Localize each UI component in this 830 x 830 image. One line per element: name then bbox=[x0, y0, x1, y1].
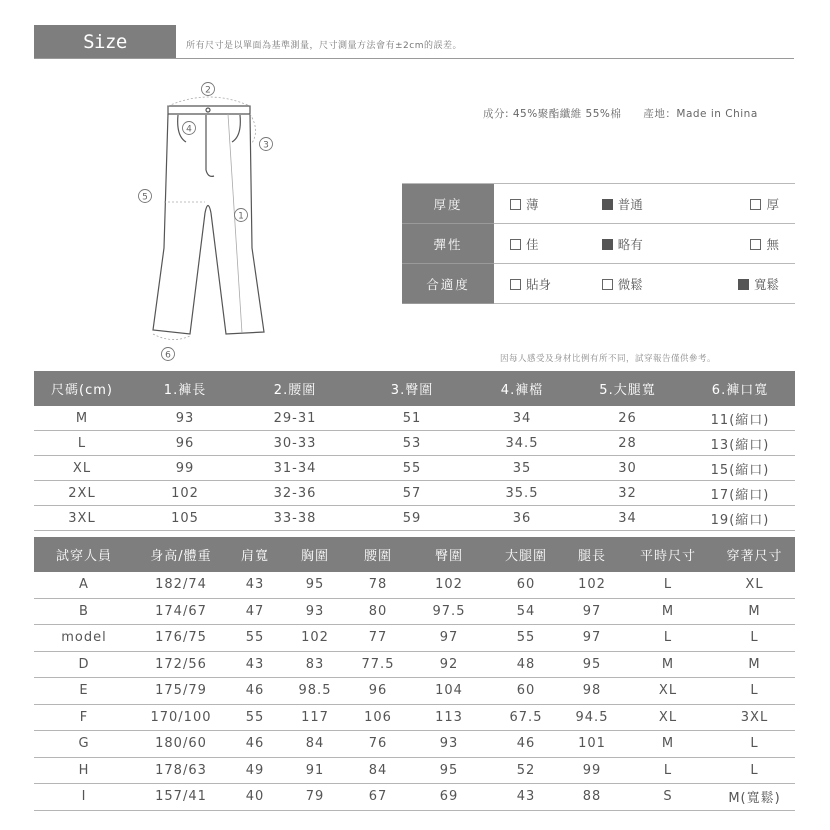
table-cell: M bbox=[622, 731, 714, 758]
table-cell: 97.5 bbox=[408, 598, 490, 625]
table-cell: 2XL bbox=[34, 481, 130, 506]
table-cell: 84 bbox=[348, 757, 408, 784]
table-cell: 170/100 bbox=[134, 704, 228, 731]
checkbox-icon bbox=[750, 199, 761, 210]
measurement-note: 所有尺寸是以單面為基準測量，尺寸測量方法會有±2cm的誤差。 bbox=[186, 41, 462, 51]
table-cell: 178/63 bbox=[134, 757, 228, 784]
table-cell: 30 bbox=[570, 456, 685, 481]
option-thin: 薄 bbox=[494, 184, 586, 224]
table-cell: 52 bbox=[490, 757, 562, 784]
table-cell: L bbox=[714, 731, 795, 758]
table-cell: 57 bbox=[350, 481, 474, 506]
table-cell: B bbox=[34, 598, 134, 625]
table-cell: model bbox=[34, 625, 134, 652]
table-cell: 33-38 bbox=[240, 506, 350, 531]
fit-note: 因每人感受及身材比例有所不同，試穿報告僅供參考。 bbox=[500, 354, 717, 364]
marker-5 bbox=[139, 190, 152, 203]
size-info-title: Size Information bbox=[34, 25, 176, 59]
table-cell: XL bbox=[622, 678, 714, 705]
table-cell: 46 bbox=[490, 731, 562, 758]
table-cell: 19(縮口) bbox=[685, 506, 795, 531]
option-none: 無 bbox=[678, 224, 796, 264]
table-cell: 176/75 bbox=[134, 625, 228, 652]
size-row bbox=[34, 406, 795, 431]
table-cell: 60 bbox=[490, 572, 562, 598]
option-good: 佳 bbox=[494, 224, 586, 264]
table-cell: 99 bbox=[130, 456, 240, 481]
table-cell: 47 bbox=[228, 598, 282, 625]
table-cell: 83 bbox=[282, 651, 348, 678]
svg-text:2: 2 bbox=[205, 85, 211, 96]
table-cell: 101 bbox=[562, 731, 622, 758]
table-cell: XL bbox=[714, 572, 795, 598]
option-slight: 略有 bbox=[586, 224, 678, 264]
table-cell: 157/41 bbox=[134, 784, 228, 811]
feature-row-fit bbox=[402, 264, 795, 304]
table-cell: M bbox=[714, 598, 795, 625]
table-cell: 98.5 bbox=[282, 678, 348, 705]
table-cell: 104 bbox=[408, 678, 490, 705]
table-cell: 67 bbox=[348, 784, 408, 811]
option-slightly-loose: 微鬆 bbox=[586, 264, 678, 304]
table-cell: 55 bbox=[228, 704, 282, 731]
checkbox-icon bbox=[510, 279, 521, 290]
table-cell: 105 bbox=[130, 506, 240, 531]
table-cell: I bbox=[34, 784, 134, 811]
table-cell: G bbox=[34, 731, 134, 758]
table-cell: 59 bbox=[350, 506, 474, 531]
table-cell: 60 bbox=[490, 678, 562, 705]
table-cell: 26 bbox=[570, 406, 685, 431]
table-cell: 92 bbox=[408, 651, 490, 678]
table-cell: 102 bbox=[130, 481, 240, 506]
table-cell: 97 bbox=[562, 625, 622, 652]
size-table bbox=[34, 371, 795, 531]
feature-table bbox=[402, 183, 795, 304]
feature-row-elasticity bbox=[402, 224, 795, 264]
try-on-row bbox=[34, 651, 795, 678]
table-cell: 35 bbox=[474, 456, 570, 481]
size-row bbox=[34, 506, 795, 531]
column-header: 臀圍 bbox=[408, 537, 490, 572]
try-on-row bbox=[34, 572, 795, 598]
table-cell: 55 bbox=[350, 456, 474, 481]
table-cell: 84 bbox=[282, 731, 348, 758]
table-cell: L bbox=[622, 625, 714, 652]
try-on-row bbox=[34, 625, 795, 652]
table-cell: L bbox=[34, 431, 130, 456]
table-cell: 30-33 bbox=[240, 431, 350, 456]
column-header: 穿著尺寸 bbox=[714, 537, 795, 572]
table-cell: 40 bbox=[228, 784, 282, 811]
try-on-row bbox=[34, 757, 795, 784]
table-cell: M bbox=[714, 651, 795, 678]
try-on-row bbox=[34, 784, 795, 811]
table-cell: 80 bbox=[348, 598, 408, 625]
checkbox-checked-icon bbox=[738, 279, 749, 290]
table-cell: A bbox=[34, 572, 134, 598]
column-header: 胸圍 bbox=[282, 537, 348, 572]
marker-6 bbox=[162, 348, 175, 361]
table-cell: 11(縮口) bbox=[685, 406, 795, 431]
table-cell: 49 bbox=[228, 757, 282, 784]
composition: 成分: 45%聚酯纖維 55%棉 bbox=[483, 108, 622, 120]
column-header: 尺碼(cm) bbox=[34, 371, 130, 406]
table-cell: 174/67 bbox=[134, 598, 228, 625]
table-cell: 35.5 bbox=[474, 481, 570, 506]
table-cell: L bbox=[714, 757, 795, 784]
header-divider bbox=[34, 58, 794, 59]
checkbox-icon bbox=[602, 279, 613, 290]
column-header: 身高/體重 bbox=[134, 537, 228, 572]
table-cell: 79 bbox=[282, 784, 348, 811]
table-cell: M bbox=[622, 598, 714, 625]
table-cell: 15(縮口) bbox=[685, 456, 795, 481]
table-cell: 77.5 bbox=[348, 651, 408, 678]
size-table-header bbox=[34, 371, 795, 406]
table-cell: 106 bbox=[348, 704, 408, 731]
table-cell: S bbox=[622, 784, 714, 811]
size-row bbox=[34, 481, 795, 506]
column-header: 肩寬 bbox=[228, 537, 282, 572]
table-cell: 46 bbox=[228, 731, 282, 758]
table-cell: 93 bbox=[408, 731, 490, 758]
feature-label: 彈性 bbox=[402, 224, 494, 264]
checkbox-icon bbox=[510, 239, 521, 250]
table-cell: M bbox=[34, 406, 130, 431]
feature-label: 合適度 bbox=[402, 264, 494, 304]
table-cell: 78 bbox=[348, 572, 408, 598]
checkbox-checked-icon bbox=[602, 199, 613, 210]
table-cell: 54 bbox=[490, 598, 562, 625]
table-cell: 3XL bbox=[34, 506, 130, 531]
checkbox-checked-icon bbox=[602, 239, 613, 250]
table-cell: 3XL bbox=[714, 704, 795, 731]
table-cell: 69 bbox=[408, 784, 490, 811]
table-cell: 182/74 bbox=[134, 572, 228, 598]
marker-3 bbox=[260, 138, 273, 151]
table-cell: XL bbox=[34, 456, 130, 481]
table-cell: L bbox=[622, 572, 714, 598]
table-cell: 93 bbox=[130, 406, 240, 431]
option-normal: 普通 bbox=[586, 184, 678, 224]
try-on-row bbox=[34, 704, 795, 731]
feature-label: 厚度 bbox=[402, 184, 494, 224]
table-cell: 51 bbox=[350, 406, 474, 431]
size-row bbox=[34, 431, 795, 456]
checkbox-icon bbox=[750, 239, 761, 250]
table-cell: F bbox=[34, 704, 134, 731]
table-cell: 94.5 bbox=[562, 704, 622, 731]
table-cell: 34 bbox=[570, 506, 685, 531]
table-cell: 55 bbox=[490, 625, 562, 652]
svg-text:4: 4 bbox=[186, 124, 192, 135]
try-on-row bbox=[34, 731, 795, 758]
svg-text:1: 1 bbox=[238, 211, 244, 222]
svg-text:3: 3 bbox=[263, 140, 269, 151]
table-cell: 43 bbox=[490, 784, 562, 811]
table-cell: L bbox=[714, 625, 795, 652]
column-header: 6.褲口寬 bbox=[685, 371, 795, 406]
table-cell: 34 bbox=[474, 406, 570, 431]
table-cell: 96 bbox=[130, 431, 240, 456]
table-cell: 102 bbox=[562, 572, 622, 598]
column-header: 腿長 bbox=[562, 537, 622, 572]
table-cell: 99 bbox=[562, 757, 622, 784]
table-cell: 17(縮口) bbox=[685, 481, 795, 506]
table-cell: 91 bbox=[282, 757, 348, 784]
table-cell: 32 bbox=[570, 481, 685, 506]
try-on-table bbox=[34, 537, 795, 811]
checkbox-icon bbox=[510, 199, 521, 210]
table-cell: 95 bbox=[282, 572, 348, 598]
table-cell: 28 bbox=[570, 431, 685, 456]
try-on-row bbox=[34, 678, 795, 705]
origin: 產地：Made in China bbox=[643, 108, 758, 120]
column-header: 3.臀圍 bbox=[350, 371, 474, 406]
svg-text:5: 5 bbox=[142, 192, 148, 203]
marker-4 bbox=[183, 122, 196, 135]
table-cell: 55 bbox=[228, 625, 282, 652]
table-cell: 77 bbox=[348, 625, 408, 652]
size-row bbox=[34, 456, 795, 481]
table-cell: 97 bbox=[562, 598, 622, 625]
column-header: 平時尺寸 bbox=[622, 537, 714, 572]
table-cell: H bbox=[34, 757, 134, 784]
table-cell: 43 bbox=[228, 572, 282, 598]
table-cell: 88 bbox=[562, 784, 622, 811]
column-header: 5.大腿寬 bbox=[570, 371, 685, 406]
option-loose: 寬鬆 bbox=[678, 264, 796, 304]
table-cell: 29-31 bbox=[240, 406, 350, 431]
table-cell: 172/56 bbox=[134, 651, 228, 678]
marker-2 bbox=[202, 83, 215, 96]
try-on-row bbox=[34, 598, 795, 625]
column-header: 試穿人員 bbox=[34, 537, 134, 572]
material-info bbox=[483, 106, 758, 121]
marker-1 bbox=[235, 209, 248, 222]
table-cell: 36 bbox=[474, 506, 570, 531]
table-cell: L bbox=[714, 678, 795, 705]
table-cell: 46 bbox=[228, 678, 282, 705]
table-cell: 48 bbox=[490, 651, 562, 678]
table-cell: E bbox=[34, 678, 134, 705]
table-cell: 13(縮口) bbox=[685, 431, 795, 456]
table-cell: 98 bbox=[562, 678, 622, 705]
option-thick: 厚 bbox=[678, 184, 796, 224]
table-cell: 102 bbox=[282, 625, 348, 652]
table-cell: XL bbox=[622, 704, 714, 731]
column-header: 大腿圍 bbox=[490, 537, 562, 572]
table-cell: L bbox=[622, 757, 714, 784]
table-cell: 31-34 bbox=[240, 456, 350, 481]
column-header: 2.腰圍 bbox=[240, 371, 350, 406]
column-header: 腰圍 bbox=[348, 537, 408, 572]
table-cell: 97 bbox=[408, 625, 490, 652]
table-cell: 180/60 bbox=[134, 731, 228, 758]
table-cell: 93 bbox=[282, 598, 348, 625]
table-cell: M(寬鬆) bbox=[714, 784, 795, 811]
try-on-table-header bbox=[34, 537, 795, 572]
column-header: 1.褲長 bbox=[130, 371, 240, 406]
column-header: 4.褲檔 bbox=[474, 371, 570, 406]
table-cell: 95 bbox=[562, 651, 622, 678]
svg-text:6: 6 bbox=[165, 350, 171, 361]
table-cell: 117 bbox=[282, 704, 348, 731]
table-cell: 102 bbox=[408, 572, 490, 598]
table-cell: M bbox=[622, 651, 714, 678]
table-cell: 53 bbox=[350, 431, 474, 456]
table-cell: 67.5 bbox=[490, 704, 562, 731]
table-cell: 32-36 bbox=[240, 481, 350, 506]
table-cell: 175/79 bbox=[134, 678, 228, 705]
table-cell: 76 bbox=[348, 731, 408, 758]
table-cell: D bbox=[34, 651, 134, 678]
table-cell: 34.5 bbox=[474, 431, 570, 456]
table-cell: 43 bbox=[228, 651, 282, 678]
option-fitted: 貼身 bbox=[494, 264, 586, 304]
table-cell: 95 bbox=[408, 757, 490, 784]
table-cell: 96 bbox=[348, 678, 408, 705]
pants-diagram bbox=[120, 78, 300, 368]
feature-row-thickness bbox=[402, 184, 795, 224]
table-cell: 113 bbox=[408, 704, 490, 731]
